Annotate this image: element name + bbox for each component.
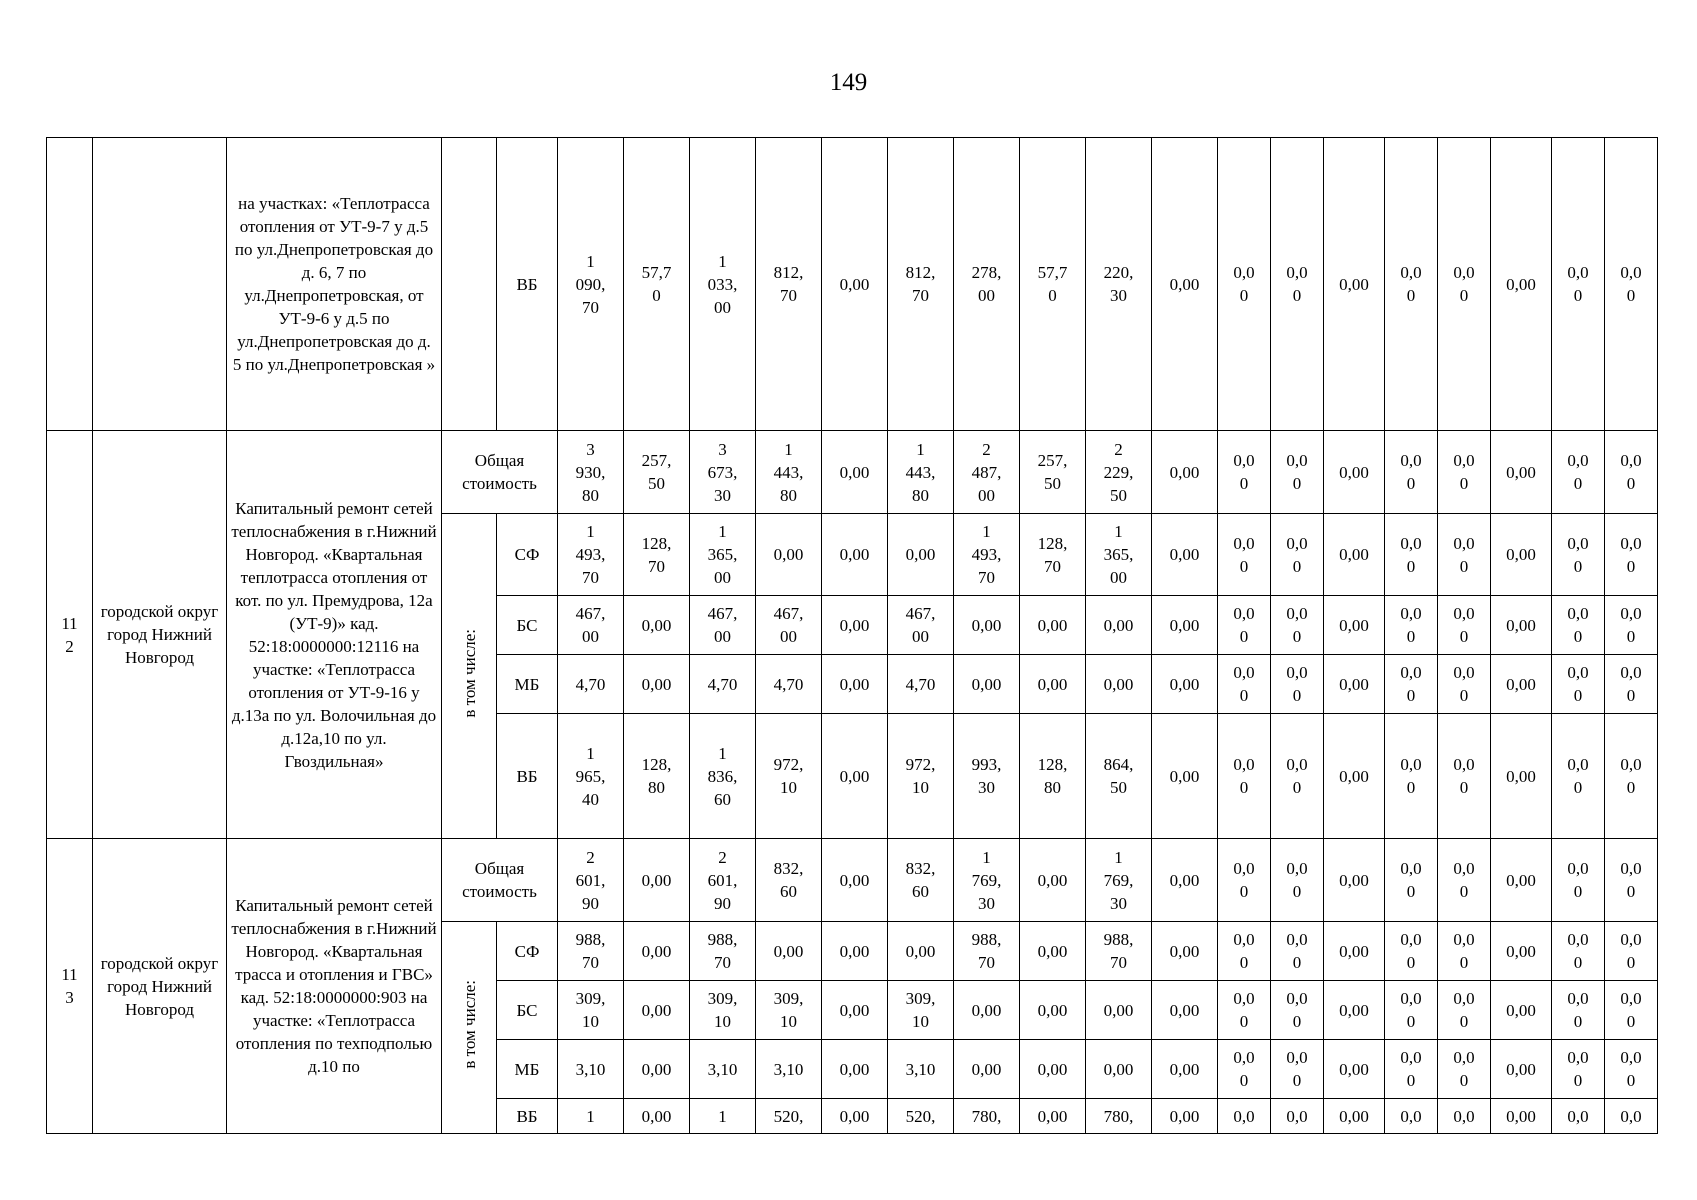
value-cell: 3 673, 30 xyxy=(690,431,756,514)
value-cell: 0,0 0 xyxy=(1438,922,1491,981)
funding-source-label: БС xyxy=(497,596,558,655)
value-cell: 0,00 xyxy=(1020,981,1086,1040)
value-cell: 0,00 xyxy=(1152,514,1218,596)
value-cell: 0,00 xyxy=(756,514,822,596)
value-cell: 2 601, 90 xyxy=(690,839,756,922)
value-cell: 0,0 0 xyxy=(1218,714,1271,839)
value-cell: 0,00 xyxy=(1324,431,1385,514)
value-cell: 0,00 xyxy=(822,1040,888,1099)
value-cell: 309, 10 xyxy=(558,981,624,1040)
value-cell: 0,00 xyxy=(1324,1040,1385,1099)
including-label: в том числе: xyxy=(459,628,479,718)
value-cell: 4,70 xyxy=(888,655,954,714)
value-cell: 1 493, 70 xyxy=(954,514,1020,596)
value-cell: 128, 80 xyxy=(1020,714,1086,839)
value-cell: 988, 70 xyxy=(1086,922,1152,981)
value-cell: 0,00 xyxy=(1086,1040,1152,1099)
value-cell: 0,0 0 xyxy=(1385,655,1438,714)
value-cell: 0,00 xyxy=(1491,839,1552,922)
funding-source-label: БС xyxy=(497,981,558,1040)
value-cell: 1 965, 40 xyxy=(558,714,624,839)
value-cell: 0,00 xyxy=(1491,1099,1552,1134)
funding-source-label: СФ xyxy=(497,922,558,981)
object-description: Капитальный ремонт сетей теплоснабжения в г.Нижний Новгород. «Квартальная теплотрасса отопления от кот. по ул. Премудрова, 12а (УТ-9)» кад. 52:18:0000000:12116 на участке: «Теплотрасса отопления от УТ-9-16 у д.13а по ул. Волочильная до д.12а,10 по ул. Гвоздильная» xyxy=(227,431,442,839)
value-cell: 0,00 xyxy=(1086,981,1152,1040)
value-cell: 0,0 0 xyxy=(1385,596,1438,655)
value-cell: 1 365, 00 xyxy=(1086,514,1152,596)
value-cell: 988, 70 xyxy=(558,922,624,981)
value-cell: 0,00 xyxy=(1491,655,1552,714)
value-cell: 0,00 xyxy=(1491,514,1552,596)
value-cell: 0,00 xyxy=(888,922,954,981)
value-cell: 0,00 xyxy=(1491,1040,1552,1099)
value-cell: 3 930, 80 xyxy=(558,431,624,514)
value-cell: 0,0 0 xyxy=(1218,655,1271,714)
including-label-cell xyxy=(442,138,497,431)
page-number: 149 xyxy=(829,69,868,96)
value-cell: 0,00 xyxy=(1152,138,1218,431)
value-cell: 0,00 xyxy=(1324,138,1385,431)
value-cell: 0,0 xyxy=(1438,1099,1491,1134)
value-cell: 1 443, 80 xyxy=(888,431,954,514)
value-cell: 1 365, 00 xyxy=(690,514,756,596)
value-cell: 993, 30 xyxy=(954,714,1020,839)
value-cell: 0,0 0 xyxy=(1271,839,1324,922)
value-cell: 0,00 xyxy=(1491,922,1552,981)
value-cell: 0,0 0 xyxy=(1271,655,1324,714)
value-cell: 0,00 xyxy=(1086,655,1152,714)
value-cell: 0,00 xyxy=(822,138,888,431)
value-cell: 0,0 0 xyxy=(1218,981,1271,1040)
value-cell: 0,0 0 xyxy=(1385,1040,1438,1099)
value-cell: 0,00 xyxy=(1491,431,1552,514)
value-cell: 1 769, 30 xyxy=(954,839,1020,922)
value-cell: 1 033, 00 xyxy=(690,138,756,431)
value-cell: 0,0 0 xyxy=(1218,596,1271,655)
value-cell: 0,00 xyxy=(1020,655,1086,714)
value-cell: 780, xyxy=(954,1099,1020,1134)
value-cell: 220, 30 xyxy=(1086,138,1152,431)
value-cell: 0,0 0 xyxy=(1605,839,1658,922)
value-cell: 0,00 xyxy=(822,514,888,596)
value-cell: 0,0 0 xyxy=(1552,1040,1605,1099)
value-cell: 988, 70 xyxy=(954,922,1020,981)
value-cell: 0,0 0 xyxy=(1552,596,1605,655)
value-cell: 0,0 0 xyxy=(1271,514,1324,596)
value-cell: 0,0 xyxy=(1552,1099,1605,1134)
value-cell: 0,0 0 xyxy=(1438,596,1491,655)
value-cell: 0,00 xyxy=(1324,839,1385,922)
value-cell: 0,0 0 xyxy=(1218,839,1271,922)
value-cell: 1 xyxy=(558,1099,624,1134)
value-cell: 4,70 xyxy=(558,655,624,714)
value-cell: 0,0 0 xyxy=(1218,514,1271,596)
value-cell: 1 090, 70 xyxy=(558,138,624,431)
value-cell: 0,00 xyxy=(1491,981,1552,1040)
value-cell: 0,0 0 xyxy=(1271,1040,1324,1099)
value-cell: 988, 70 xyxy=(690,922,756,981)
value-cell: 0,00 xyxy=(1152,655,1218,714)
value-cell: 0,0 0 xyxy=(1271,922,1324,981)
value-cell: 0,0 xyxy=(1385,1099,1438,1134)
value-cell: 0,0 0 xyxy=(1438,431,1491,514)
value-cell: 0,00 xyxy=(1152,922,1218,981)
value-cell: 0,00 xyxy=(624,981,690,1040)
value-cell: 0,0 0 xyxy=(1605,922,1658,981)
row-number: 11 2 xyxy=(47,431,93,839)
value-cell: 309, 10 xyxy=(888,981,954,1040)
value-cell: 0,0 xyxy=(1271,1099,1324,1134)
value-cell: 0,0 0 xyxy=(1271,596,1324,655)
value-cell: 128, 80 xyxy=(624,714,690,839)
value-cell: 0,0 0 xyxy=(1218,431,1271,514)
value-cell: 0,0 0 xyxy=(1438,839,1491,922)
value-cell: 0,0 xyxy=(1605,1099,1658,1134)
value-cell: 0,00 xyxy=(954,596,1020,655)
value-cell: 467, 00 xyxy=(558,596,624,655)
value-cell: 57,7 0 xyxy=(1020,138,1086,431)
value-cell: 0,0 0 xyxy=(1385,138,1438,431)
value-cell: 0,0 0 xyxy=(1385,431,1438,514)
value-cell: 0,00 xyxy=(1020,1040,1086,1099)
value-cell: 0,00 xyxy=(1020,922,1086,981)
value-cell: 0,00 xyxy=(822,714,888,839)
value-cell: 0,0 0 xyxy=(1385,714,1438,839)
value-cell: 0,0 0 xyxy=(1605,514,1658,596)
value-cell: 0,00 xyxy=(822,1099,888,1134)
value-cell: 2 601, 90 xyxy=(558,839,624,922)
value-cell: 467, 00 xyxy=(690,596,756,655)
value-cell: 520, xyxy=(888,1099,954,1134)
value-cell: 0,0 0 xyxy=(1438,138,1491,431)
value-cell: 0,00 xyxy=(1086,596,1152,655)
value-cell: 0,00 xyxy=(1152,981,1218,1040)
value-cell: 0,00 xyxy=(822,596,888,655)
value-cell: 0,0 0 xyxy=(1552,922,1605,981)
value-cell: 0,00 xyxy=(822,655,888,714)
row-number: 11 3 xyxy=(47,839,93,1134)
value-cell: 128, 70 xyxy=(1020,514,1086,596)
value-cell: 4,70 xyxy=(756,655,822,714)
value-cell: 4,70 xyxy=(690,655,756,714)
value-cell: 0,0 0 xyxy=(1552,431,1605,514)
value-cell: 1 xyxy=(690,1099,756,1134)
value-cell: 0,0 0 xyxy=(1271,138,1324,431)
value-cell: 0,00 xyxy=(954,1040,1020,1099)
value-cell: 0,0 0 xyxy=(1385,514,1438,596)
value-cell: 0,00 xyxy=(1020,596,1086,655)
value-cell: 0,00 xyxy=(624,1099,690,1134)
value-cell: 0,00 xyxy=(954,655,1020,714)
value-cell: 972, 10 xyxy=(888,714,954,839)
value-cell: 0,0 0 xyxy=(1605,714,1658,839)
value-cell: 0,0 0 xyxy=(1552,839,1605,922)
value-cell: 0,0 0 xyxy=(1552,138,1605,431)
value-cell: 0,00 xyxy=(624,922,690,981)
territory-cell: городской округ город Нижний Новгород xyxy=(93,431,227,839)
territory-cell xyxy=(93,138,227,431)
value-cell: 0,00 xyxy=(1324,1099,1385,1134)
value-cell: 0,00 xyxy=(624,655,690,714)
value-cell: 0,00 xyxy=(1324,655,1385,714)
funding-source-label: ВБ xyxy=(497,714,558,839)
value-cell: 0,00 xyxy=(756,922,822,981)
value-cell: 0,0 0 xyxy=(1218,922,1271,981)
value-cell: 0,00 xyxy=(624,1040,690,1099)
value-cell: 0,0 0 xyxy=(1271,981,1324,1040)
value-cell: 0,0 0 xyxy=(1438,714,1491,839)
object-description: Капитальный ремонт сетей теплоснабжения в г.Нижний Новгород. «Квартальная трасса и отопления и ГВС» кад. 52:18:0000000:903 на участке: «Теплотрасса отопления по техподполью д.10 по xyxy=(227,839,442,1134)
value-cell: 0,0 0 xyxy=(1438,981,1491,1040)
value-cell: 0,00 xyxy=(1491,596,1552,655)
funding-source-label: ВБ xyxy=(497,1099,558,1134)
row-number xyxy=(47,138,93,431)
value-cell: 0,0 0 xyxy=(1218,138,1271,431)
budget-table xyxy=(46,137,1658,1134)
total-cost-label: Общая стоимость xyxy=(442,431,558,514)
value-cell: 0,00 xyxy=(822,922,888,981)
object-description: на участках: «Теплотрасса отопления от УТ-9-7 у д.5 по ул.Днепропетровская до д. 6, 7 по ул.Днепропетровская, от УТ-9-6 у д.5 по ул.Днепропетровская до д. 5 по ул.Днепропетровская » xyxy=(227,138,442,431)
value-cell: 0,00 xyxy=(954,981,1020,1040)
value-cell: 1 836, 60 xyxy=(690,714,756,839)
value-cell: 0,00 xyxy=(1020,839,1086,922)
table-row xyxy=(47,138,1658,431)
including-label: в том числе: xyxy=(459,980,479,1069)
total-cost-label: Общая стоимость xyxy=(442,839,558,922)
value-cell: 0,0 0 xyxy=(1605,596,1658,655)
value-cell: 0,0 0 xyxy=(1552,514,1605,596)
value-cell: 1 443, 80 xyxy=(756,431,822,514)
territory-cell: городской округ город Нижний Новгород xyxy=(93,839,227,1134)
including-label-cell xyxy=(442,514,497,839)
value-cell: 832, 60 xyxy=(888,839,954,922)
value-cell: 1 493, 70 xyxy=(558,514,624,596)
value-cell: 0,0 0 xyxy=(1438,655,1491,714)
funding-source-label: ВБ xyxy=(497,138,558,431)
value-cell: 0,00 xyxy=(1324,514,1385,596)
value-cell: 0,00 xyxy=(1324,714,1385,839)
value-cell: 278, 00 xyxy=(954,138,1020,431)
value-cell: 0,0 xyxy=(1218,1099,1271,1134)
value-cell: 0,00 xyxy=(888,514,954,596)
value-cell: 467, 00 xyxy=(756,596,822,655)
value-cell: 0,00 xyxy=(1491,714,1552,839)
table-row xyxy=(47,431,1658,514)
value-cell: 257, 50 xyxy=(1020,431,1086,514)
value-cell: 0,00 xyxy=(1152,1040,1218,1099)
value-cell: 0,0 0 xyxy=(1552,655,1605,714)
value-cell: 0,00 xyxy=(1152,839,1218,922)
value-cell: 0,00 xyxy=(624,596,690,655)
value-cell: 0,00 xyxy=(1152,596,1218,655)
value-cell: 0,00 xyxy=(822,839,888,922)
value-cell: 0,0 0 xyxy=(1438,1040,1491,1099)
funding-source-label: МБ xyxy=(497,1040,558,1099)
value-cell: 3,10 xyxy=(888,1040,954,1099)
value-cell: 0,0 0 xyxy=(1605,1040,1658,1099)
value-cell: 0,00 xyxy=(1152,431,1218,514)
value-cell: 0,0 0 xyxy=(1385,839,1438,922)
value-cell: 0,00 xyxy=(1152,1099,1218,1134)
value-cell: 0,00 xyxy=(822,431,888,514)
table-row xyxy=(47,839,1658,922)
value-cell: 309, 10 xyxy=(690,981,756,1040)
value-cell: 0,00 xyxy=(1020,1099,1086,1134)
value-cell: 2 229, 50 xyxy=(1086,431,1152,514)
value-cell: 467, 00 xyxy=(888,596,954,655)
value-cell: 780, xyxy=(1086,1099,1152,1134)
funding-source-label: СФ xyxy=(497,514,558,596)
value-cell: 2 487, 00 xyxy=(954,431,1020,514)
value-cell: 0,00 xyxy=(1324,981,1385,1040)
value-cell: 0,00 xyxy=(624,839,690,922)
value-cell: 257, 50 xyxy=(624,431,690,514)
funding-source-label: МБ xyxy=(497,655,558,714)
value-cell: 0,00 xyxy=(822,981,888,1040)
value-cell: 972, 10 xyxy=(756,714,822,839)
value-cell: 3,10 xyxy=(558,1040,624,1099)
value-cell: 309, 10 xyxy=(756,981,822,1040)
value-cell: 0,0 0 xyxy=(1438,514,1491,596)
value-cell: 0,00 xyxy=(1152,714,1218,839)
value-cell: 0,0 0 xyxy=(1605,655,1658,714)
value-cell: 0,0 0 xyxy=(1552,714,1605,839)
value-cell: 0,0 0 xyxy=(1271,714,1324,839)
value-cell: 0,00 xyxy=(1491,138,1552,431)
value-cell: 0,00 xyxy=(1324,922,1385,981)
value-cell: 128, 70 xyxy=(624,514,690,596)
value-cell: 864, 50 xyxy=(1086,714,1152,839)
value-cell: 0,0 0 xyxy=(1218,1040,1271,1099)
value-cell: 0,00 xyxy=(1324,596,1385,655)
value-cell: 520, xyxy=(756,1099,822,1134)
value-cell: 57,7 0 xyxy=(624,138,690,431)
value-cell: 1 769, 30 xyxy=(1086,839,1152,922)
value-cell: 0,0 0 xyxy=(1271,431,1324,514)
value-cell: 832, 60 xyxy=(756,839,822,922)
value-cell: 0,0 0 xyxy=(1605,981,1658,1040)
value-cell: 0,0 0 xyxy=(1385,922,1438,981)
value-cell: 0,0 0 xyxy=(1552,981,1605,1040)
value-cell: 0,0 0 xyxy=(1385,981,1438,1040)
including-label-cell xyxy=(442,922,497,1134)
value-cell: 3,10 xyxy=(756,1040,822,1099)
value-cell: 0,0 0 xyxy=(1605,431,1658,514)
value-cell: 812, 70 xyxy=(888,138,954,431)
value-cell: 3,10 xyxy=(690,1040,756,1099)
value-cell: 812, 70 xyxy=(756,138,822,431)
value-cell: 0,0 0 xyxy=(1605,138,1658,431)
